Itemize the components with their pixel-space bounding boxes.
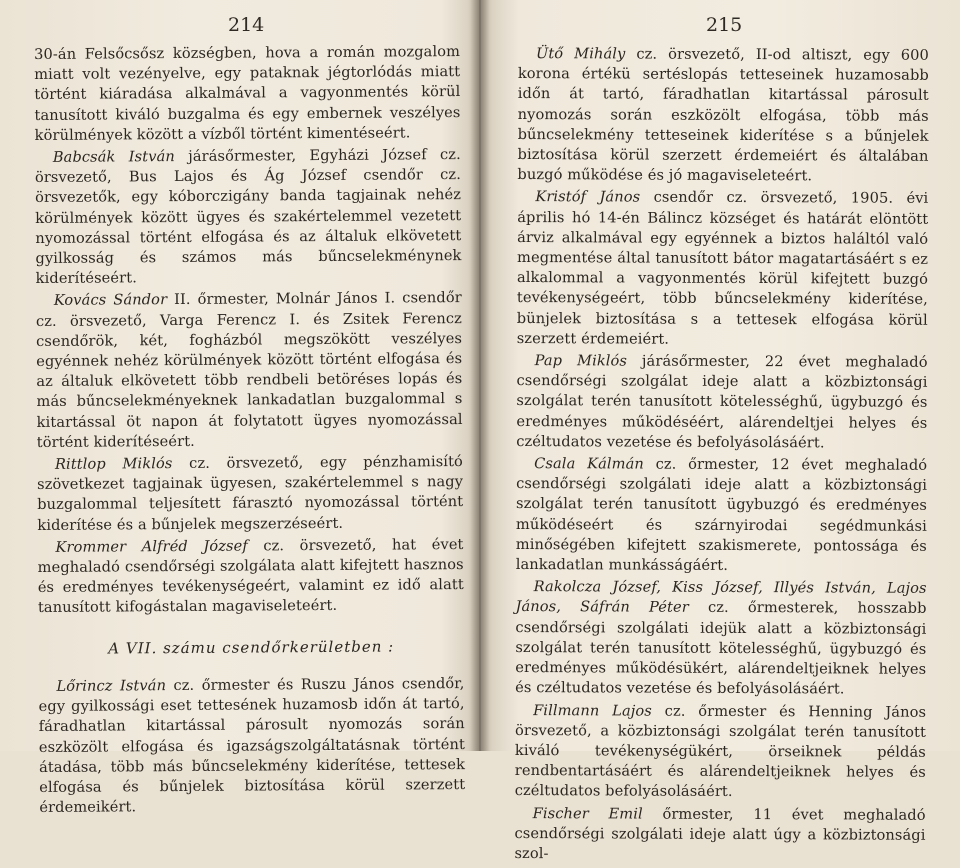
page-text: [34, 42, 465, 820]
paragraph: [37, 452, 464, 536]
person-names: Fischer Emil: [533, 805, 643, 822]
page-text: [514, 44, 929, 868]
paragraph-text: cz. őrmester és Ruszu János csendőr, egy gyilkossági eset tettesének huzamosb időn át tartó, fáradhatlan kitartással párosult nyomozás során eszközölt elfogása és igazságszolgáltatásnak történt átadása, több más bűncselekmény kiderítése, tettesek elfogása és bűnjelek biztosítása körül szerzett érdemeikért.: [39, 675, 466, 816]
paragraph-text: cz. őrmesterek, hosszabb csendőrségi szolgálati idejük alatt a közbiztonsági szolgálat terén tanusított kötelességhű, ügybuzgó és eredményes működésükért, alárendeltjeiknek helyes és czéltudatos vezetése és befolyásolásáért.: [515, 599, 926, 697]
paragraph: [516, 351, 927, 454]
paragraph-text: cz. őrmester, 12 évet meghaladó csendőrségi szolgálati ideje alatt a közbiztonsági szolgálat terén tanusított ügybuzgó és eredményes működéseért és szárnyirodai segédmunkási minőségében kifejtett szakismerete, pontossága és lankadatlan munkásságáért.: [516, 456, 928, 574]
paragraph: [38, 674, 465, 818]
paragraph: [35, 145, 462, 289]
paragraph-text: csendőr cz. örsvezető, 1905. évi április hó 14-én Bálincz községet és határát elöntött árviz alkalmával egy egyénnek a biztos haláltól való megmentése által tanusított bátor magatartásáért s ez alkalommal a vagyonmentés körül kifejtett buzgó tevékenységeért, több bűncselekmény kiderítése, bünjelek biztosítása s a tettesek elfogása körül szerzett érdemeiért.: [517, 189, 929, 348]
paragraph: [515, 700, 926, 803]
paragraph-text: 30-án Felsőcsősz községben, hova a román mozgalom miatt volt vezényelve, egy pataknak jégtorlódás miatt történt kiáradása alkalmával a vagyonmentés körül tanusított kiváló buzgalma és egy embernek veszélyes körülmények között a vízből történt kimentéseért.: [34, 43, 461, 144]
person-names: Kristóf János: [535, 188, 640, 205]
paragraph-text: járásőrmester, 22 évet meghaladó csendőrségi szolgálat ideje alatt a közbiztonsági szolgálat terén tanusított kötelességhű, ügybuzgó és eredményes működéséért, alárendeltjei helyes és czéltudatos vezetése és befolyásolásáért.: [516, 353, 927, 452]
person-names: Babcsák István: [53, 148, 175, 166]
person-names: Rittlop Miklós: [55, 455, 173, 473]
person-names: Lőrincz István: [56, 677, 166, 695]
paragraph-text: II. őrmester, Molnár János I. csendőr cz. örsvezető, Varga Ferencz I. és Zsitek Ferencz csendőrök, két, fogházból megszökött veszélyes egyénnek nehéz körülmények között történt elfogása és az általuk elkövetett több rendbeli betöréses lopás és más bűncselekményeknek lankadatlan buzgalommal s kitartással öt napon át folytatott ügyes nyomozással történt kiderítéseért.: [36, 289, 463, 450]
paragraph: [514, 804, 925, 866]
page-number: 214: [228, 14, 264, 36]
paragraph-text: járásőrmester, Egyházi József cz. örsvezető, Bus Lajos és Ág József csendőr cz. örsvezetők, egy kóborczigány banda tagjainak nehéz körülmények között ügyes és szakértelemmel vezetett nyomozással történt elfogása és az általuk elkövetett gyilkosság és számos más bűncselekménynek kiderítéseért.: [35, 146, 462, 287]
paragraph: [517, 187, 929, 350]
person-names: Krommer Alfréd József: [55, 537, 247, 555]
person-names: Pap Miklós: [535, 352, 627, 369]
paragraph-text: őrmester, 11 évet meghaladó csendőrségi szolgálati ideje alatt úgy a közbiztonsági szol-: [514, 805, 925, 862]
paragraph-text: cz. örsvezető, hat évet meghaladó csendőrségi szolgálata alatt kifejtett hasznos és eredményes tevékenységeért, valamint ez idő alatt tanusított kifogástalan magaviseleteért.: [38, 536, 464, 617]
paragraph: [517, 44, 929, 187]
paragraph: [515, 577, 927, 700]
paragraph-text: cz. örsvezető, II-od altiszt, egy 600 korona értékü sertéslopás tetteseinek huzamosabb időn át tartó, fáradhatlan kitartással párosult nyomozás során eszközölt elfogása, több más bűncselekmény tetteseinek kiderítése s a bűnjelek biztosítása körül szerzett érdemeiért és általában buzgó működése és jó magaviseleteért.: [517, 45, 929, 184]
paragraph: [36, 288, 463, 453]
person-names: Kovács Sándor: [54, 292, 167, 310]
right-page: [480, 0, 960, 751]
paragraph: [516, 454, 928, 577]
left-page: [0, 0, 480, 751]
person-names: Ütő Mihály: [536, 45, 626, 62]
page-number: 215: [706, 14, 742, 36]
person-names: Rakolcza József, Kiss József, Illyés István, Lajos János, Sáfrán Péter: [516, 578, 927, 616]
person-names: Fillmann Lajos: [533, 702, 652, 720]
person-names: Csala Kálmán: [534, 455, 644, 472]
section-heading: A VII. számu csendőrkerületben :: [38, 636, 464, 659]
paragraph: [34, 42, 461, 146]
paragraph: [37, 535, 464, 619]
paragraph-text: cz. örsvezető, egy pénzhamisító szövetkezet tagjainak ügyesen, szakértelemmel s nagy buzgalommal teljesített fárasztó nyomozással történt kiderítése és a bűnjelek megszerzéseért.: [37, 453, 463, 534]
paragraph-text: cz. őrmester és Henning János örsvezető, a közbiztonsági szolgálat terén tanusított kiváló tevékenységükért, örseiknek példás rendbentartásáért és alárendeltjeiknek helyes és czéltudatos befolyásolásáért.: [515, 702, 926, 800]
